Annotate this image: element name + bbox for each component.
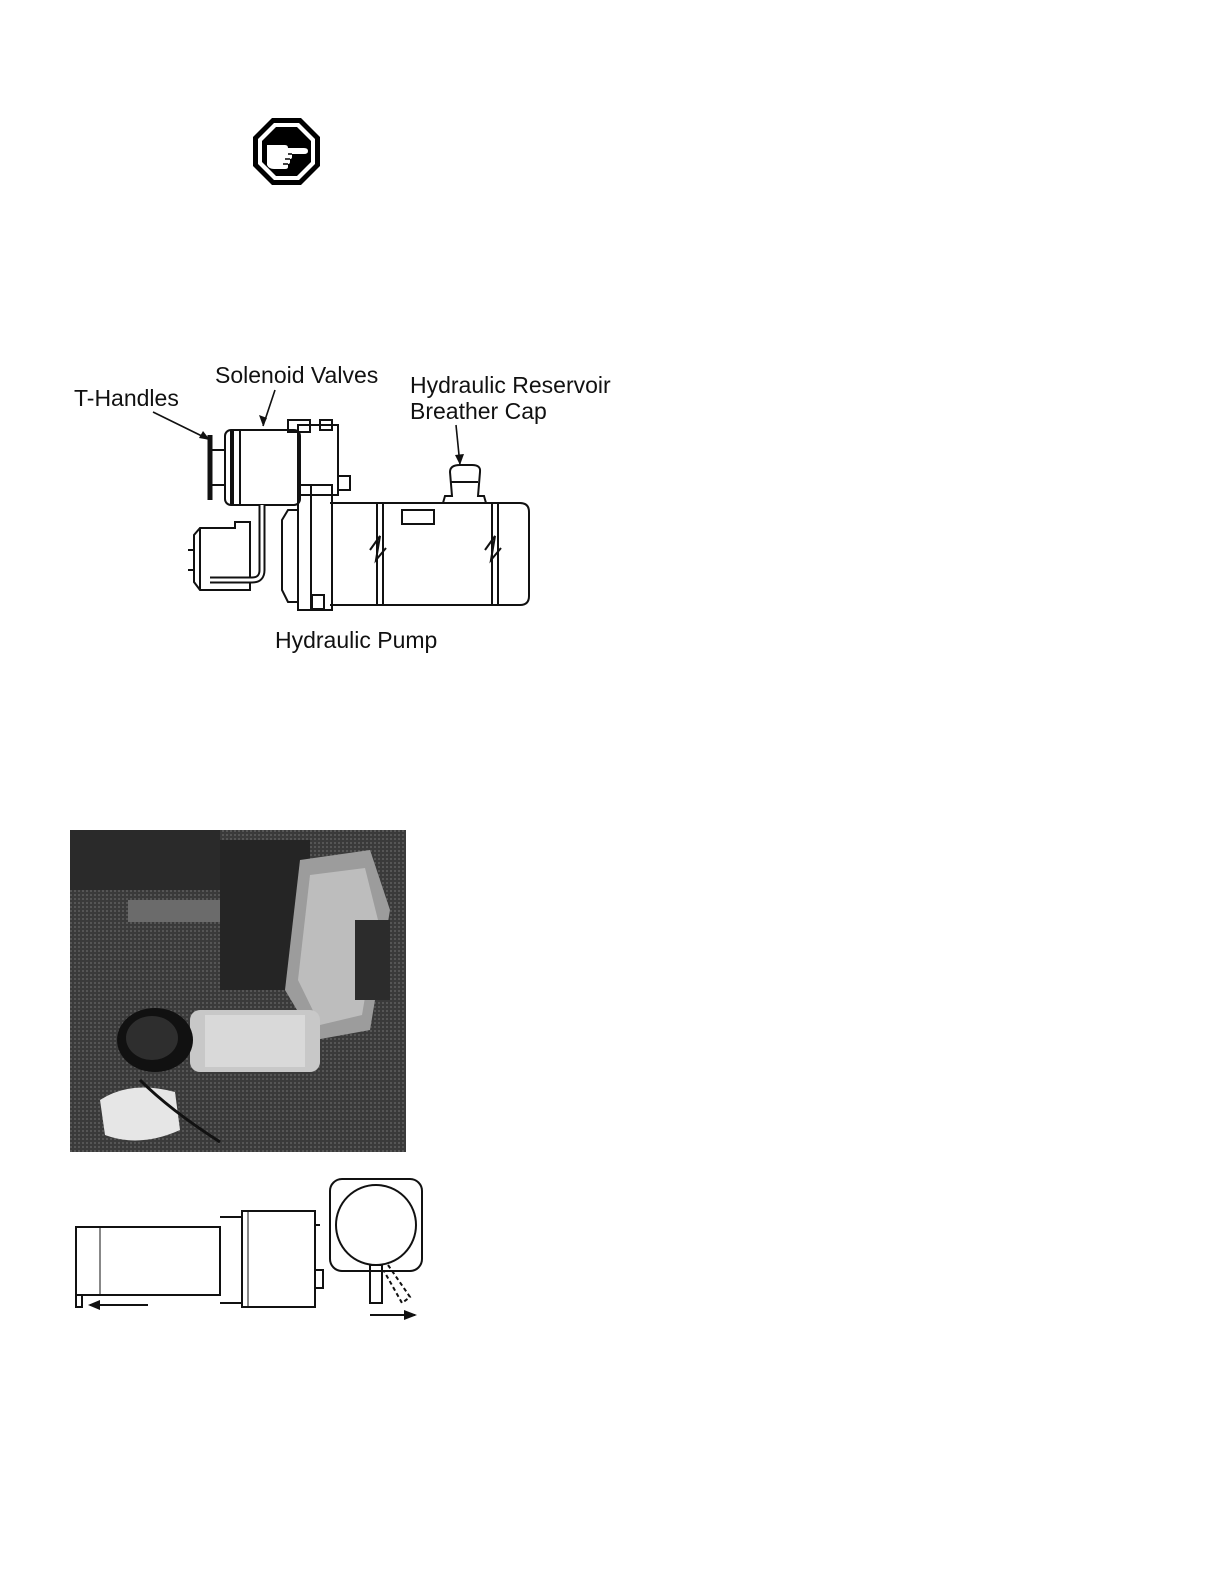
solenoid-valves-label: Solenoid Valves	[215, 362, 379, 388]
motor-rotation-diagram	[70, 1175, 430, 1320]
stop-hand-icon	[252, 117, 321, 186]
reservoir-cap-label-line2: Breather Cap	[410, 398, 547, 424]
hydraulic-pump-label: Hydraulic Pump	[275, 627, 438, 653]
t-handles-label: T-Handles	[74, 385, 179, 411]
motor-photo	[70, 830, 406, 1152]
reservoir-cap-label-line1: Hydraulic Reservoir	[410, 372, 611, 398]
hydraulic-pump-diagram	[180, 410, 540, 615]
